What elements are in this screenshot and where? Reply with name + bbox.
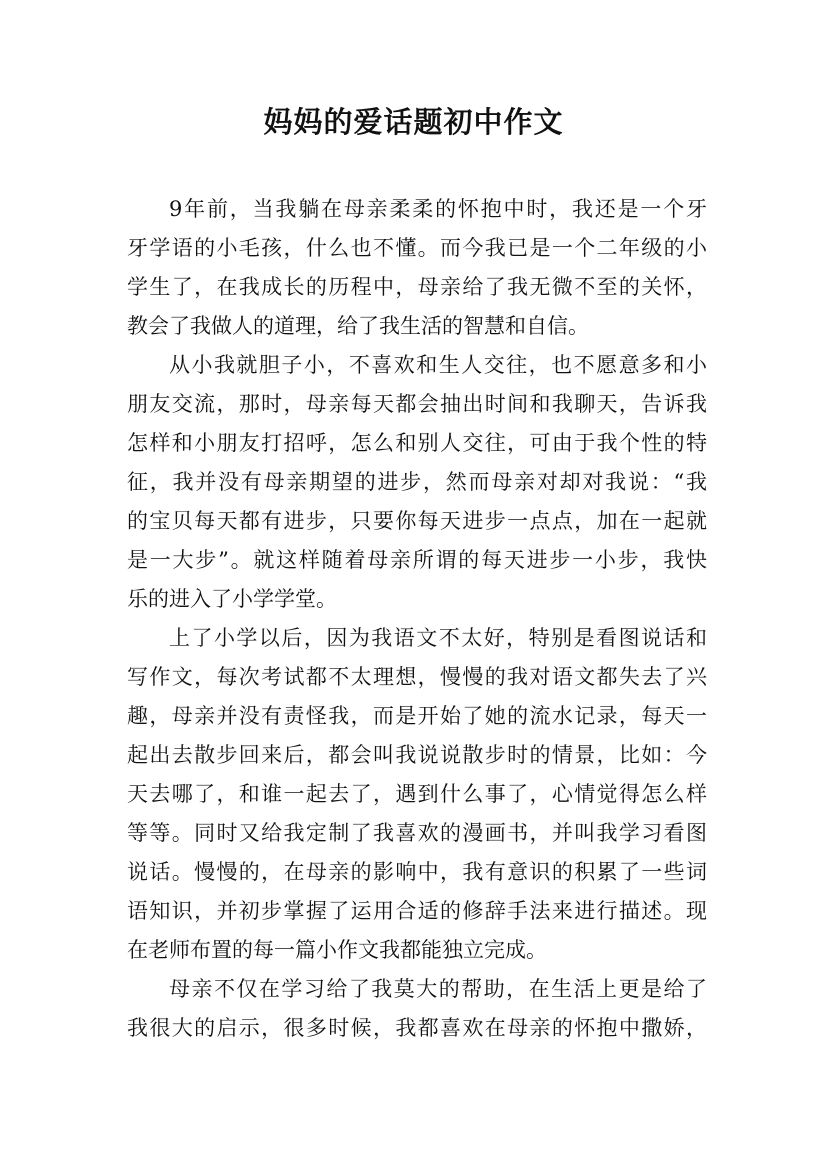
paragraph-1 — [127, 190, 707, 346]
text-line: 的宝贝每天都有进步，只要你每天进步一点点，加在一起就 — [127, 509, 707, 533]
paragraph-4 — [127, 970, 707, 1048]
text-line: 语知识，并初步掌握了运用合适的修辞手法来进行描述。现 — [127, 899, 707, 923]
text-line: 说话。慢慢的，在母亲的影响中，我有意识的积累了一些词 — [127, 860, 707, 884]
text-line: 乐的进入了小学学堂。 — [127, 587, 337, 611]
text-line: 学生了，在我成长的历程中，母亲给了我无微不至的关怀， — [127, 275, 707, 299]
text-line: 朋友交流，那时，母亲每天都会抽出时间和我聊天，告诉我 — [127, 392, 707, 416]
text-line: 写作文，每次考试都不太理想，慢慢的我对语文都失去了兴 — [127, 665, 707, 689]
text-line: 是一大步”。就这样随着母亲所谓的每天进步一小步，我快 — [127, 548, 707, 572]
text-line: 从小我就胆子小，不喜欢和生人交往，也不愿意多和小 — [169, 353, 707, 377]
text-line: 牙学语的小毛孩，什么也不懂。而今我已是一个二年级的小 — [127, 236, 707, 260]
text-line: 上了小学以后，因为我语文不太好，特别是看图说话和 — [169, 626, 707, 650]
text-line: 在老师布置的每一篇小作文我都能独立完成。 — [127, 938, 547, 962]
essay-body — [127, 190, 707, 1048]
text-line: 趣，母亲并没有责怪我，而是开始了她的流水记录，每天一 — [127, 704, 707, 728]
paragraph-3 — [127, 619, 707, 970]
text-line: 教会了我做人的道理，给了我生活的智慧和自信。 — [127, 314, 589, 338]
text-line: 征，我并没有母亲期望的进步，然而母亲对却对我说：“我 — [127, 470, 707, 494]
text-line: 母亲不仅在学习给了我莫大的帮助，在生活上更是给了 — [169, 977, 707, 1001]
text-line: 怎样和小朋友打招呼，怎么和别人交往，可由于我个性的特 — [127, 431, 707, 455]
text-line: 9年前，当我躺在母亲柔柔的怀抱中时，我还是一个牙 — [169, 197, 707, 221]
paragraph-2 — [127, 346, 707, 619]
text-line: 起出去散步回来后，都会叫我说说散步时的情景，比如：今 — [127, 743, 707, 767]
text-line: 天去哪了，和谁一起去了，遇到什么事了，心情觉得怎么样 — [127, 782, 707, 806]
text-line: 我很大的启示，很多时候，我都喜欢在母亲的怀抱中撒娇， — [127, 1016, 707, 1040]
text-line: 等等。同时又给我定制了我喜欢的漫画书，并叫我学习看图 — [127, 821, 707, 845]
page-title: 妈妈的爱话题初中作文 — [263, 105, 564, 139]
